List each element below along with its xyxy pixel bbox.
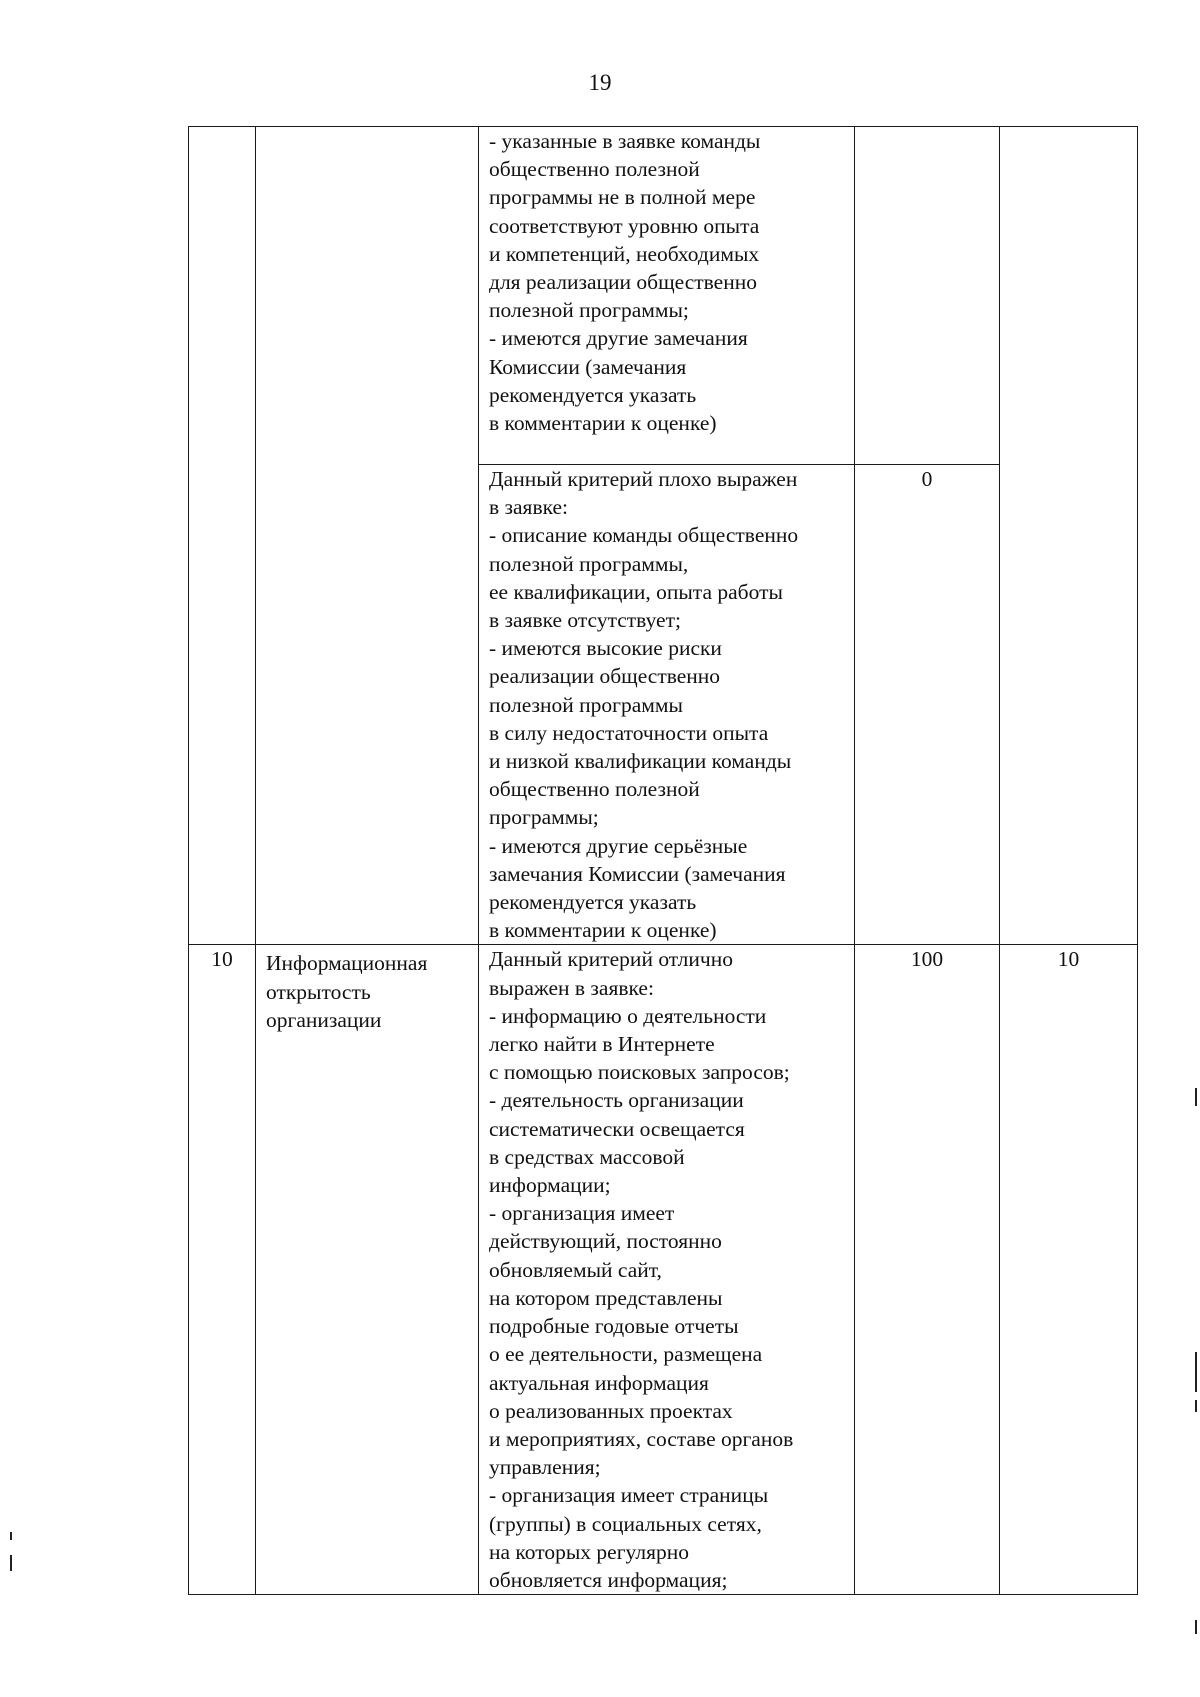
description-cell (479, 465, 855, 945)
table-row (189, 465, 1138, 945)
weight-cell-empty (1000, 465, 1138, 945)
number-cell-empty (189, 127, 256, 465)
weight-cell: 10 (1000, 945, 1138, 1595)
description-text: Данный критерий отлично выражен в заявке: - информацию о деятельности легко найти в Интернете с помощью поисковых запросов; - деятельность организации систематически освещается в средствах массовой информации; - организация имеет действующий, постоянно обновляемый сайт, на котором представлены подробные годовые отчеты о ее деятельности, размещена актуальная информация о реализованных проектах и мероприятиях, составе органов управления; - организация имеет страницы (группы) в социальных сетях, на которых регулярно обновляется информация; (489, 947, 794, 1592)
criteria-table (188, 126, 1138, 1595)
description-text: Данный критерий плохо выражен в заявке: - описание команды общественно полезной программы, ее квалификации, опыта работы в заявке отсутствует; - имеются высокие риски реализации общественно полезной программы в силу недостаточности опыта и низкой квалификации команды общественно полезной программы; - имеются другие серьёзные замечания Комиссии (замечания рекомендуется указать в комментарии к оценке) (489, 467, 799, 943)
scan-artifact (1195, 1352, 1197, 1392)
table-row (189, 945, 1138, 1595)
score-cell: 0 (855, 465, 1000, 945)
number-cell: 10 (189, 945, 256, 1595)
scan-artifact (10, 1532, 12, 1540)
score-cell: 100 (855, 945, 1000, 1595)
scan-artifact (10, 1555, 12, 1571)
criterion-cell-empty (256, 127, 479, 465)
description-cell (479, 127, 855, 465)
number-cell-empty (189, 465, 256, 945)
scan-artifact (1195, 1088, 1197, 1106)
criterion-cell (256, 945, 479, 1595)
scan-artifact (1195, 1620, 1197, 1634)
description-cell (479, 945, 855, 1595)
criterion-cell-empty (256, 465, 479, 945)
weight-cell-empty (1000, 127, 1138, 465)
scan-artifact (1195, 1400, 1197, 1412)
page-number: 19 (588, 70, 612, 95)
description-text: - указанные в заявке команды общественно полезной программы не в полной мере соответствуют уровню опыта и компетенций, необходимых для реализации общественно полезной программы; - имеются другие замечания Комиссии (замечания рекомендуется указать в комментарии к оценке) (489, 129, 761, 436)
table-row (189, 127, 1138, 465)
criterion-text: Информационная открытость организации (266, 951, 428, 1032)
score-cell (855, 127, 1000, 465)
